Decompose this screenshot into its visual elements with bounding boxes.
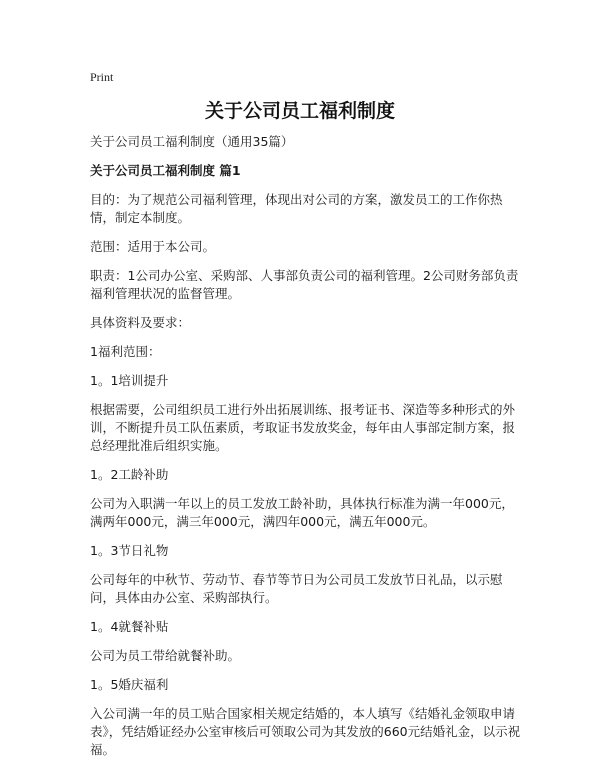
paragraph: 公司为入职满一年以上的员工发放工龄补助，具体执行标准为满一年000元，满两年000元，满三年000元，满四年000元，满五年000元。	[90, 496, 514, 529]
paragraph: 根据需要，公司组织员工进行外出拓展训练、报考证书、深造等多种形式的外训，不断提升员工队伍素质，考取证书发放奖金，每年由人事部定制方案，报总经理批准后组织实施。	[90, 402, 516, 453]
document-body	[90, 133, 522, 770]
paragraph: 1。5婚庆福利	[90, 677, 169, 692]
paragraph: 目的：为了规范公司福利管理，体现出对公司的方案，激发员工的工作你热情，制定本制度。	[90, 192, 503, 225]
paragraph: 1。4就餐补贴	[90, 619, 169, 634]
paragraph: 公司每年的中秋节、劳动节、春节等节日为公司员工发放节日礼品，以示慰问，具体由办公室、采购部执行。	[90, 572, 503, 605]
section-heading: 关于公司员工福利制度 篇1	[90, 163, 241, 178]
page-title: 关于公司员工福利制度	[204, 100, 395, 122]
paragraph: 1福利范围：	[90, 344, 161, 359]
paragraph: 关于公司员工福利制度（通用35篇）	[90, 134, 294, 149]
paragraph: 1。1培训提升	[90, 373, 169, 388]
paragraph: 范围：适用于本公司。	[90, 239, 216, 254]
print-link[interactable]: Print	[90, 70, 114, 84]
paragraph: 1。2工龄补助	[90, 467, 169, 482]
paragraph: 入公司满一年的员工贴合国家相关规定结婚的，本人填写《结婚礼金领取申请表》，凭结婚证经办公室审核后可领取公司为其发放的660元结婚礼金，以示祝福。	[90, 706, 521, 757]
paragraph: 职责：1公司办公室、采购部、人事部负责公司的福利管理。2公司财务部负责福利管理状况的监督管理。	[90, 268, 519, 301]
paragraph: 1。3节日礼物	[90, 543, 169, 558]
paragraph: 公司为员工带给就餐补助。	[90, 648, 241, 663]
paragraph: 具体资料及要求：	[90, 315, 191, 330]
